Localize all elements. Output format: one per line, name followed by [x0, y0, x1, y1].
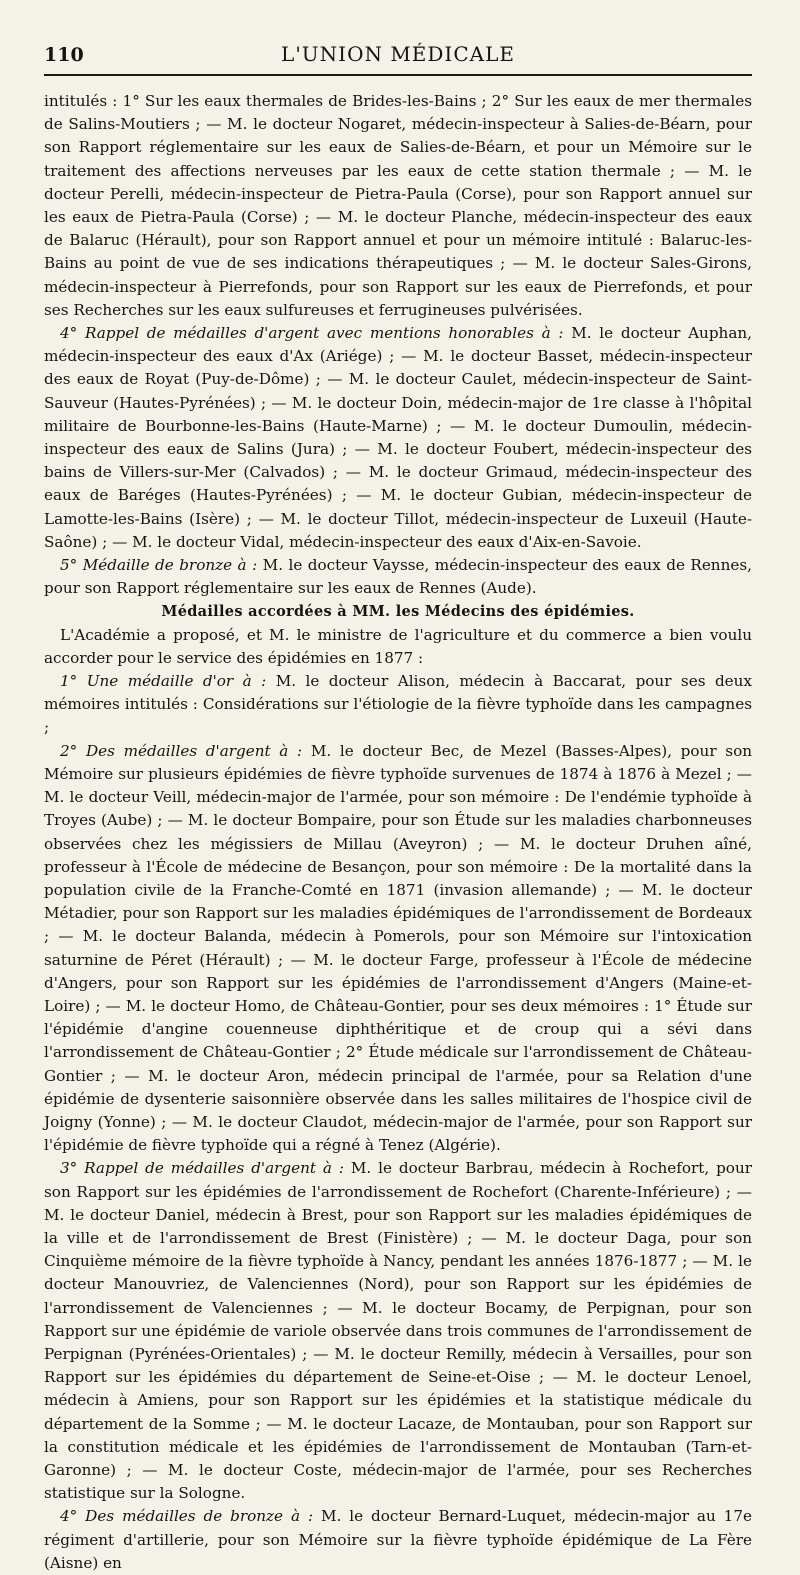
paragraph-rappel-argent-mentions [44, 322, 752, 554]
paragraph-continuation: intitulés : 1° Sur les eaux thermales de Brides-les-Bains ; 2° Sur les eaux de mer thermales de Salins-Moutiers ; — M. le docteur Nogaret, médecin-inspecteur à Salies-de-Béarn, pour son Rapport réglementaire sur les eaux de Salies-de-Béarn, et pour un Mémoire sur le traitement des affections nerveuses par les eaux de cette station thermale ; — M. le docteur Perelli, médecin-inspecteur de Pietra-Paula (Corse), pour son Rapport annuel sur les eaux de Pietra-Paula (Corse) ; — M. le docteur Planche, médecin-inspecteur des eaux de Balaruc (Hérault), pour son Rapport annuel et pour un mémoire intitulé : Balaruc-les-Bains au point de vue de ses indications thérapeutiques ; — M. le docteur Sales-Girons, médecin-inspecteur à Pierrefonds, pour son Rapport sur les eaux de Pierrefonds, et pour ses Recherches sur les eaux sulfureuses et ferrugineuses pulvérisées. [44, 92, 752, 319]
paragraph-medaille-or [44, 670, 752, 740]
paragraph-text: M. le docteur Bec, de Mezel (Basses-Alpes), pour son Mémoire sur plusieurs épidémies de fièvre typhoïde survenues de 1874 à 1876 à Mezel ; — M. le docteur Veill, médecin-major de l'armée, pour son mémoire : De l'endémie typhoïde à Troyes (Aube) ; — M. le docteur Bompaire, pour son Étude sur les maladies charbonneuses observées chez les mégissiers de Millau (Aveyron) ; — M. le docteur Druhen aîné, professeur à l'École de médecine de Besançon, pour son mémoire : De la mortalité dans la population civile de la Franche-Comté en 1871 (invasion allemande) ; — M. le docteur Métadier, pour son Rapport sur les maladies épidémiques de l'arrondissement de Bordeaux ; — M. le docteur Balanda, médecin à Pomerols, pour son Mémoire sur l'intoxication saturnine de Péret (Hérault) ; — M. le docteur Farge, professeur à l'École de médecine d'Angers, pour son Rapport sur les épidémies de l'arrondissement d'Angers (Maine-et-Loire) ; — M. le docteur Homo, de Château-Gontier, pour ses deux mémoires : 1° Étude sur l'épidémie d'angine couenneuse diphthéritique et de croup qui a sévi dans l'arrondissement de Château-Gontier ; 2° Étude médicale sur l'arrondissement de Château-Gontier ; — M. le docteur Aron, médecin principal de l'armée, pour sa Relation d'une épidémie de dysenterie saisonnière observée dans les salles militaires de l'hospice civil de Joigny (Yonne) ; — M. le docteur Claudot, médecin-major de l'armée, pour son Rapport sur l'épidémie de fièvre typhoïde qui a régné à Tenez (Algérie). [44, 741, 752, 1155]
section-heading-epidemies: Médailles accordées à MM. les Médecins des épidémies. [161, 603, 635, 621]
paragraph-text: M. le docteur Auphan, médecin-inspecteur des eaux d'Ax (Ariége) ; — M. le docteur Basset, médecin-inspecteur des eaux de Royat (Puy-de-Dôme) ; — M. le docteur Caulet, médecin-inspecteur de Saint-Sauveur (Hautes-Pyrénées) ; — M. le docteur Doin, médecin-major de 1re classe à l'hôpital militaire de Bourbonne-les-Bains (Haute-Marne) ; — M. le docteur Dumoulin, médecin-inspecteur des eaux de Salins (Jura) ; — M. le docteur Foubert, médecin-inspecteur des bains de Villers-sur-Mer (Calvados) ; — M. le docteur Grimaud, médecin-inspecteur des eaux de Baréges (Hautes-Pyrénées) ; — M. le docteur Gubian, médecin-inspecteur de Lamotte-les-Bains (Isère) ; — M. le docteur Tillot, médecin-inspecteur de Luxeuil (Haute-Saône) ; — M. le docteur Vidal, médecin-inspecteur des eaux d'Aix-en-Savoie. [44, 324, 752, 551]
paragraph-label: 3° Rappel de médailles d'argent à : [60, 1159, 344, 1178]
paragraph-text: M. le docteur Bernard-Luquet, médecin-major au 17e régiment d'artillerie, pour son Mémoire sur la fièvre typhoïde épidémique de La Fère (Aisne) en [44, 1507, 752, 1572]
paragraph-label: 5° Médaille de bronze à : [60, 556, 258, 575]
body-text [44, 90, 752, 1575]
page-header [44, 40, 752, 76]
paragraph-label: 1° Une médaille d'or à : [60, 672, 267, 691]
paragraph-medailles-bronze [44, 1505, 752, 1575]
paragraph-label: 4° Des médailles de bronze à : [60, 1507, 314, 1526]
paragraph-text: M. le docteur Vaysse, médecin-inspecteur des eaux de Rennes, pour son Rapport réglementaire sur les eaux de Rennes (Aude). [44, 556, 752, 598]
page-number: 110 [44, 44, 84, 66]
paragraph-medaille-bronze [44, 554, 752, 600]
paragraph-text: M. le docteur Barbrau, médecin à Rochefort, pour son Rapport sur les épidémies de l'arrondissement de Rochefort (Charente-Inférieure) ; — M. le docteur Daniel, médecin à Brest, pour son Rapport sur les maladies épidémiques de la ville et de l'arrondissement de Brest (Finistère) ; — M. le docteur Daga, pour son Cinquième mémoire de la fièvre typhoïde à Nancy, pendant les années 1876-1877 ; — M. le docteur Manouvriez, de Valenciennes (Nord), pour son Rapport sur les épidémies de l'arrondissement de Valenciennes ; — M. le docteur Bocamy, de Perpignan, pour son Rapport sur une épidémie de variole observée dans trois communes de l'arrondissement de Perpignan (Pyrénées-Orientales) ; — M. le docteur Remilly, médecin à Versailles, pour son Rapport sur les épidémies du département de Seine-et-Oise ; — M. le docteur Lenoel, médecin à Amiens, pour son Rapport sur les épidémies et la statistique médicale du département de la Somme ; — M. le docteur Lacaze, de Montauban, pour son Rapport sur la constitution médicale et les épidémies de l'arrondissement de Montauban (Tarn-et-Garonne) ; — M. le docteur Coste, médecin-major de l'armée, pour ses Recherches statistique sur la Sologne. [44, 1159, 752, 1503]
paragraph-rappel-argent [44, 1157, 752, 1505]
paragraph-intro-epidemies: L'Académie a proposé, et M. le ministre de l'agriculture et du commerce a bien voulu accorder pour le service des épidémies en 1877 : [44, 625, 752, 667]
paragraph-text: M. le docteur Alison, médecin à Baccarat, pour ses deux mémoires intitulés : Considérations sur l'étiologie de la fièvre typhoïde dans les campagnes ; [44, 672, 752, 737]
paragraph-label: 2° Des médailles d'argent à : [60, 741, 303, 760]
running-title: L'UNION MÉDICALE [281, 42, 515, 66]
paragraph-label: 4° Rappel de médailles d'argent avec mentions honorables à : [60, 324, 564, 343]
paragraph-medailles-argent [44, 740, 752, 1158]
